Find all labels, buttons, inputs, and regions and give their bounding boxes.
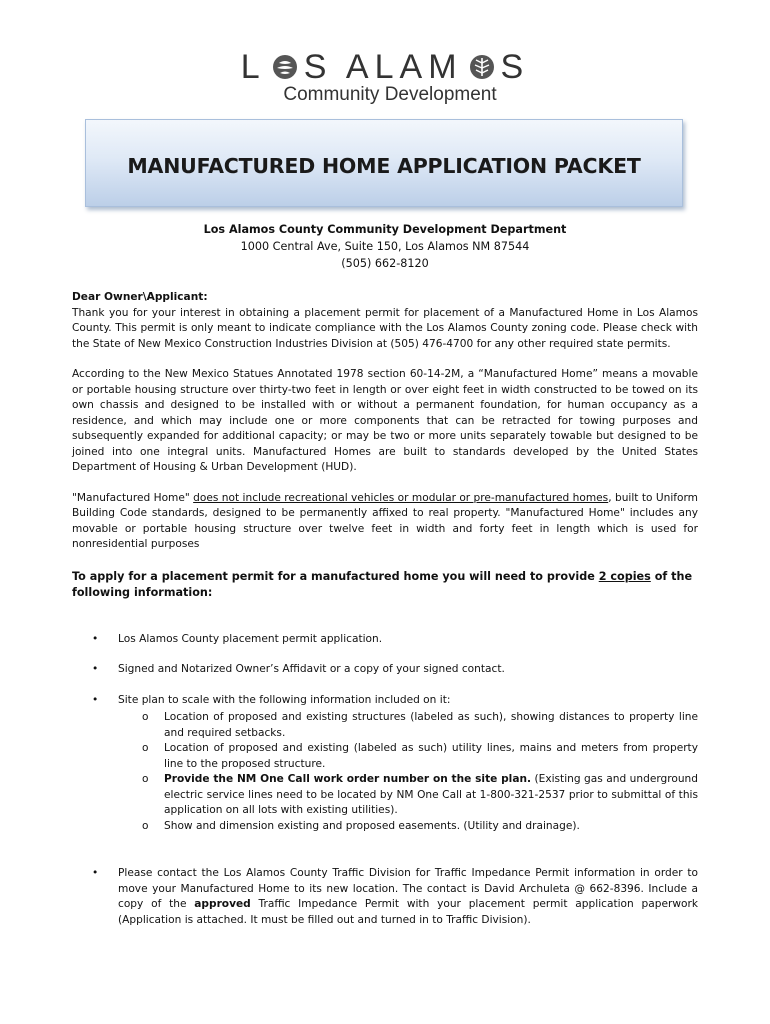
- letter-body: [72, 290, 698, 943]
- street-address: 1000 Central Ave, Suite 150, Los Alamos NM 87544: [240, 240, 530, 253]
- exclusion-underlined: does not include recreational vehicles or modular or pre-manufactured homes: [193, 491, 609, 504]
- logo-letter-s: S: [500, 48, 530, 86]
- sub-list-item: o Show and dimension existing and proposed easements. (Utility and drainage).: [118, 819, 698, 835]
- logo-subtitle: Community Development: [283, 84, 497, 105]
- site-plan-sublist: [118, 710, 698, 834]
- requirements-heading: To apply for a placement permit for a manufactured home you will need to provide 2 copies of the following information:: [72, 569, 693, 599]
- logo-circle-icon: [272, 54, 298, 80]
- address-block: [0, 221, 770, 272]
- list-item: • Los Alamos County placement permit application.: [72, 632, 698, 648]
- logo-wordmark: [0, 48, 770, 86]
- phone-number: (505) 662-8120: [341, 257, 429, 270]
- logo-leaf-icon: [469, 54, 495, 80]
- logo-letters-mid: S ALAM: [303, 48, 463, 86]
- list-item: • Signed and Notarized Owner’s Affidavit or a copy of your signed contact.: [72, 662, 698, 678]
- list-item: • Please contact the Los Alamos County Traffic Division for Traffic Impedance Permit information in order to move your Manufactured Home to its new location. The contact is David Archuleta @ 662-8396. Include a copy of the approved Traffic Impedance Permit with your placement permit application paperwork (Application is attached. It must be filled out and turned in to Traffic Division).: [72, 866, 698, 928]
- list-item: • Site plan to scale with the following information included on it: o Location of proposed and existing structures (labeled as such), showing distances to property line and required setbacks. o Location of proposed and existing (labeled as such) utility lines, mains and meters from property line to the proposed structure. o Provide the NM One Call work order number on the site plan. (Existing gas and underground electric service lines need to be located by NM One Call at 1-800-321-2537 prior to submittal of this application on all lots with existing utilities). o Show and dimension existing and proposed easements. (Utility and drainage).: [72, 693, 698, 835]
- greeting: Dear Owner\Applicant:: [72, 291, 208, 303]
- definition-paragraph: According to the New Mexico Statues Annotated 1978 section 60-14-2M, a “Manufactured Home” means a movable or portable housing structure over thirty-two feet in length or over eight feet in width constructed to be towed on its own chassis and designed to be installed with or without a permanent foundation, for human occupancy as a residence, and which may include one or more components that can be retracted for towing purposes and subsequently expanded for additional capacity; or may be two or more units separately towable but designed to be joined into one integral units. Manufactured Homes are built to standards developed by the United States Department of Housing & Urban Development (HUD).: [72, 368, 698, 473]
- department-name: Los Alamos County Community Development Department: [203, 223, 567, 236]
- title-banner: [85, 119, 683, 207]
- sub-list-item: o Provide the NM One Call work order number on the site plan. (Existing gas and underground electric service lines need to be located by NM One Call at 1-800-321-2537 prior to submittal of this application on all lots with existing utilities).: [118, 772, 698, 819]
- sub-list-item: o Location of proposed and existing (labeled as such) utility lines, mains and meters from property line to the proposed structure.: [118, 741, 698, 772]
- sub-list-item: o Location of proposed and existing structures (labeled as such), showing distances to property line and required setbacks.: [118, 710, 698, 741]
- intro-paragraph: Thank you for your interest in obtaining a placement permit for placement of a Manufactured Home in Los Alamos County. This permit is only meant to indicate compliance with the Los Alamos County zoning code. Please check with the State of New Mexico Construction Industries Division at (505) 476-4700 for any other required state permits.: [72, 306, 698, 350]
- los-alamos-logo: [0, 48, 770, 106]
- page-title: MANUFACTURED HOME APPLICATION PACKET: [127, 154, 641, 178]
- requirements-list: [72, 632, 698, 929]
- logo-letter-l: L: [240, 48, 266, 86]
- copies-count: 2 copies: [598, 569, 651, 583]
- exclusion-paragraph: "Manufactured Home" does not include recreational vehicles or modular or pre-manufactured homes, built to Uniform Building Code standards, designed to be permanently affixed to real property. "Manufactured Home" includes any movable or portable housing structure over twelve feet in width and forty feet in length which is used for nonresidential purposes: [72, 491, 698, 550]
